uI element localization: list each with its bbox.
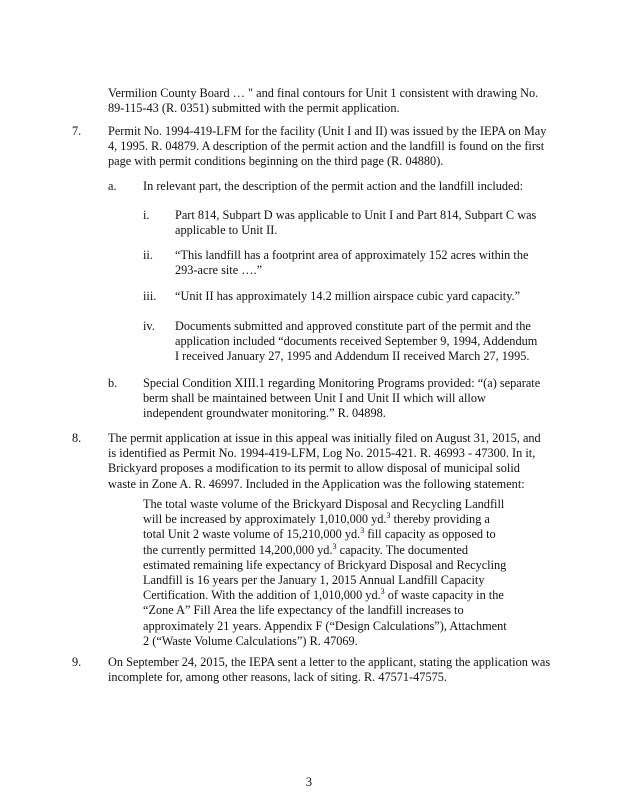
text-line: page with permit conditions beginning on the third page (R. 04880). (108, 154, 444, 169)
item-iv (175, 319, 538, 365)
quote-segment: Certification. With the addition of 1,010,000 yd. (143, 588, 381, 603)
subparagraph-b (143, 376, 541, 422)
item-ii (175, 248, 538, 278)
text-line: 4, 1995. R. 04879. A description of the permit action and the landfill is found on the first (108, 139, 545, 154)
text-line: Documents submitted and approved constitute part of the permit and the (175, 319, 531, 333)
quote-segment: fill capacity as opposed to (364, 527, 496, 542)
quote-segment: total Unit 2 waste volume of 15,210,000 yd. (143, 527, 361, 542)
quote-segment: of waste capacity in the (384, 588, 504, 603)
subparagraph-label: a. (108, 179, 117, 193)
paragraph-8 (108, 431, 541, 492)
quote-segment: will be increased by approximately 1,010,000 yd. (143, 512, 387, 527)
text-line (143, 527, 503, 542)
quote-segment: thereby providing a (390, 512, 490, 527)
text-line: “Zone A” Fill Area the life expectancy of the landfill increases to (143, 603, 464, 618)
paragraph-7 (108, 124, 547, 170)
paragraph-number: 8. (72, 431, 82, 445)
text-line: Part 814, Subpart D was applicable to Unit I and Part 814, Subpart C was (175, 208, 537, 222)
superscript: 3 (386, 511, 391, 521)
text-line: 89-115-43 (R. 0351) submitted with the permit application. (108, 101, 400, 116)
text-line: “This landfill has a footprint area of approximately 152 acres within the (175, 248, 529, 262)
text-line: approximately 21 years. Appendix F (“Design Calculations”), Attachment (143, 618, 507, 633)
text-line: “Unit II has approximately 14.2 million airspace cubic yard capacity.” (175, 289, 521, 303)
block-quote (143, 497, 507, 649)
paragraph-9 (108, 655, 551, 685)
item-label: i. (143, 208, 150, 222)
quote-segment: capacity. The documented (336, 542, 468, 557)
text-line: Permit No. 1994-419-LFM for the facility (Unit I and II) was issued by the IEPA on May (108, 124, 547, 138)
paragraph-number: 7. (72, 124, 82, 138)
quote-segment: the currently permitted 14,200,000 yd. (143, 542, 333, 557)
text-line: incomplete for, among other reasons, lack of siting. R. 47571-47575. (108, 670, 447, 685)
text-line (143, 543, 503, 558)
page-number: 3 (305, 775, 313, 789)
superscript: 3 (380, 587, 385, 597)
text-line: applicable to Unit II. (175, 223, 278, 238)
subparagraph-a (143, 179, 538, 194)
text-line (143, 512, 503, 527)
text-line: The permit application at issue in this appeal was initially filed on August 31, 2015, and (108, 431, 541, 445)
item-label: ii. (143, 248, 153, 262)
paragraph-number: 9. (72, 655, 82, 669)
text-line: 293-acre site ….” (175, 263, 263, 278)
superscript: 3 (332, 541, 337, 551)
intro-paragraph (108, 86, 539, 116)
text-line: 2 (“Waste Volume Calculations”) R. 47069. (143, 633, 358, 648)
text-line: waste in Zone A. R. 46997. Included in the Application was the following statement: (108, 476, 525, 491)
item-label: iv. (143, 319, 155, 333)
text-line: is identified as Permit No. 1994-419-LFM, Log No. 2015-421. R. 46993 - 47300. In it, (108, 446, 536, 461)
text-line: estimated remaining life expectancy of Brickyard Disposal and Recycling (143, 557, 507, 572)
text-line: independent groundwater monitoring.” R. 04898. (143, 406, 386, 421)
text-line: Special Condition XIII.1 regarding Monitoring Programs provided: “(a) separate (143, 376, 541, 390)
item-i (175, 208, 538, 238)
subparagraph-label: b. (108, 376, 118, 390)
text-line: berm shall be maintained between Unit I and Unit II which will allow (143, 391, 486, 406)
item-label: iii. (143, 289, 157, 303)
text-line: The total waste volume of the Brickyard Disposal and Recycling Landfill (143, 497, 505, 511)
text-line: Vermilion County Board … " and final contours for Unit 1 consistent with drawing No. (108, 86, 539, 100)
text-line: On September 24, 2015, the IEPA sent a letter to the applicant, stating the application was (108, 655, 551, 669)
item-iii (175, 289, 538, 304)
text-line: Brickyard proposes a modification to its permit to allow disposal of municipal solid (108, 461, 520, 476)
text-line: Landfill is 16 years per the January 1, 2015 Annual Landfill Capacity (143, 573, 485, 588)
text-line: I received January 27, 1995 and Addendum II received March 27, 1995. (175, 349, 530, 364)
text-line (143, 588, 503, 603)
text-line: application included “documents received September 9, 1994, Addendum (175, 334, 538, 349)
text-line: In relevant part, the description of the permit action and the landfill included: (143, 179, 524, 193)
superscript: 3 (360, 526, 365, 536)
